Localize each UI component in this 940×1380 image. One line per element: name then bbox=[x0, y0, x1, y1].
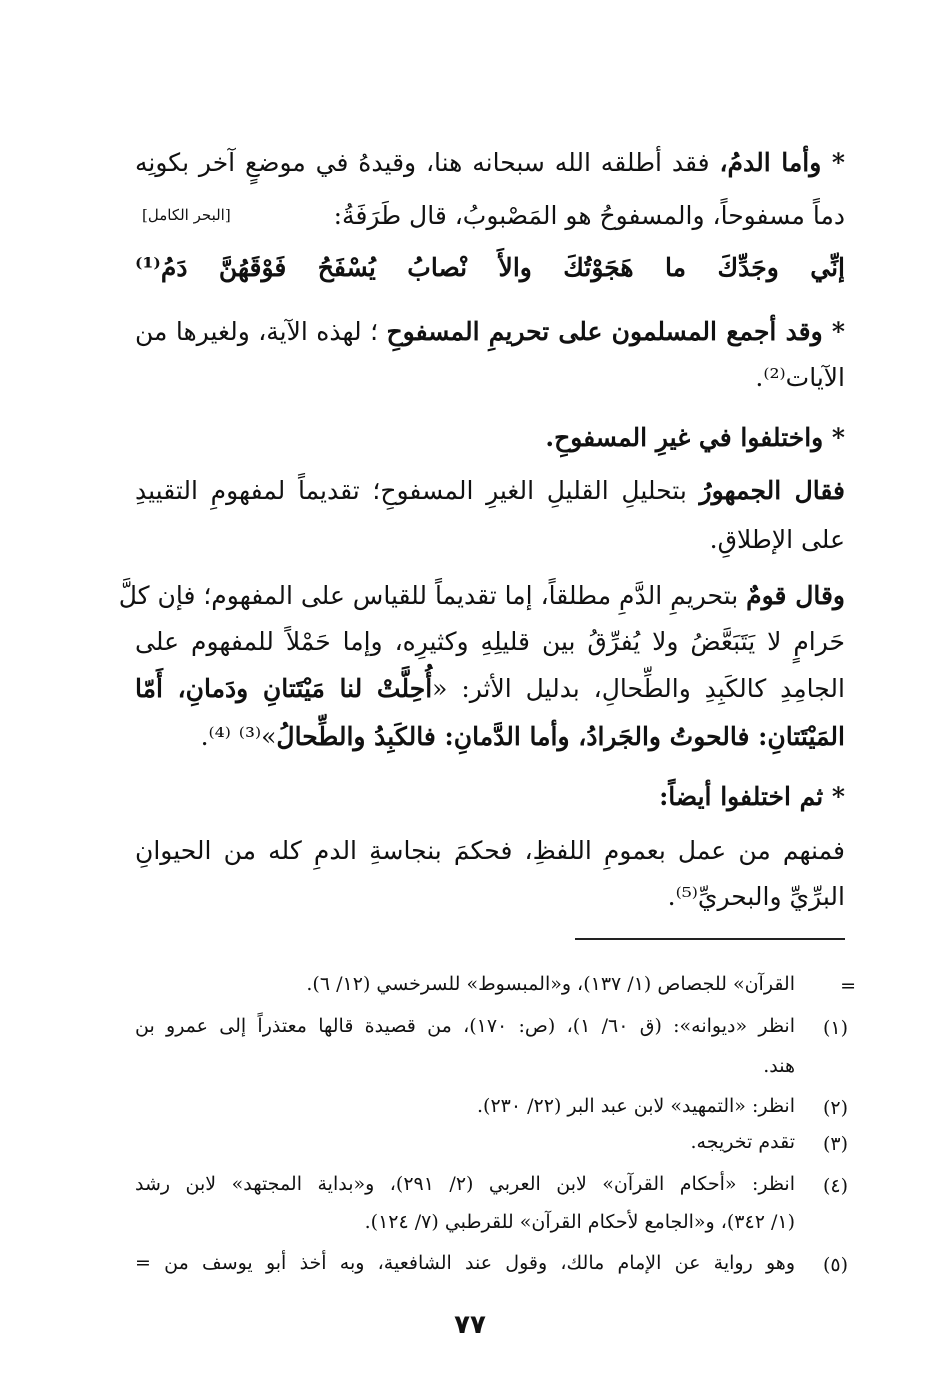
text-line bbox=[135, 317, 845, 346]
poem-verse: إنِّي وجَدِّكَ ما هَجَوْتُكَ والأَ نْصابُ يُسْفَحُ فَوْقَهُنَّ دَمُ⁽¹⁾ bbox=[135, 253, 845, 282]
text-span: بتحريمِ الدَّمِ مطلقاً، إما تقديماً للقياس على المفهوم؛ فإن كلَّ bbox=[118, 581, 739, 610]
footnote-line: (١/ ٣٤٢)، و«الجامع لأحكام القرآن» للقرطبي (٧/ ١٢٤). bbox=[364, 1211, 795, 1233]
footnote-separator bbox=[575, 938, 845, 940]
text-span: ؛ لهذه الآية، ولغيرها من bbox=[135, 317, 379, 346]
meter-label: [البحر الكامل] bbox=[142, 206, 231, 224]
text-span: الجامِدِ كالكَبِدِ والطِّحالِ، بدليل الأثر: « bbox=[432, 674, 845, 703]
footnote-number: (١) bbox=[822, 1017, 848, 1039]
text-line: الآيات⁽²⁾. bbox=[755, 363, 845, 392]
footnote-line: تقدم تخريجه. bbox=[690, 1131, 795, 1153]
text-line bbox=[118, 581, 845, 610]
text-line: فمنهم من عمل بعمومِ اللفظِ، فحكمَ بنجاسةِ الدمِ كله من الحيوانِ bbox=[135, 836, 845, 865]
footnote-line: انظر «ديوانه»: (ق ٦٠/ ١)، (ص: ١٧٠)، من قصيدة قالها معتذراً إلى عمرو بن bbox=[135, 1015, 795, 1037]
page-number: ٧٧ bbox=[454, 1310, 486, 1340]
bold-phrase: * وأما الدمُ، bbox=[719, 148, 846, 177]
text-line: دماً مسفوحاً، والمسفوحُ هو المَصْبوبُ، قال طَرَفَةُ: bbox=[333, 201, 845, 230]
footnote-number: (٥) bbox=[822, 1254, 848, 1276]
footnote-line: انظر: «التمهيد» لابن عبد البر (٢٢/ ٢٣٠). bbox=[476, 1095, 795, 1117]
text-line bbox=[135, 674, 845, 703]
footnote-number: (٣) bbox=[822, 1133, 848, 1155]
section-heading: * واختلفوا في غيرِ المسفوحِ. bbox=[545, 423, 845, 452]
text-span: »⁽³⁾ ⁽⁴⁾. bbox=[200, 722, 277, 751]
text-line: حَرامٍ لا يَتَبَعَّضُ ولا يُفرِّقُ بين قليلِهِ وكثيرِه، وإما حَمْلاً للمفهوم على bbox=[135, 627, 845, 656]
footnote-line: هند. bbox=[763, 1055, 795, 1077]
bold-phrase: فقال الجمهورُ bbox=[699, 476, 845, 505]
footnote-line: القرآن» للجصاص (١/ ١٣٧)، و«المبسوط» للسرخسي (١٢/ ٦). bbox=[306, 973, 795, 995]
footnote-number: (٤) bbox=[822, 1175, 848, 1197]
text-line bbox=[180, 722, 845, 751]
bold-phrase: أُحِلَّتْ لنا مَيْتَتانِ ودَمانِ، أَمّا bbox=[135, 674, 433, 703]
text-line: على الإطلاقِ. bbox=[709, 525, 845, 554]
bold-phrase: * وقد أجمع المسلمون على تحريمِ المسفوحِ bbox=[386, 317, 845, 346]
continuation-marker: = bbox=[840, 975, 856, 997]
text-span: بتحليلِ القليلِ الغيرِ المسفوحِ؛ تقديماً لمفهومِ التقييدِ bbox=[135, 476, 687, 505]
text-line bbox=[135, 148, 845, 177]
footnote-line: انظر: «أحكام القرآن» لابن العربي (٢/ ٢٩١)، و«بداية المجتهد» لابن رشد bbox=[135, 1173, 795, 1195]
text-line: البرِّيِّ والبحريِّ⁽⁵⁾. bbox=[667, 882, 845, 911]
footnote-line: وهو رواية عن الإمام مالك، وقول عند الشافعية، وبه أخذ أبو يوسف من = bbox=[135, 1252, 795, 1274]
section-heading: * ثم اختلفوا أيضاً: bbox=[659, 782, 845, 811]
bold-phrase: المَيْتَتانِ: فالحوتُ والجَرادُ، وأما الدَّمانِ: فالكَبِدُ والطِّحالُ bbox=[276, 722, 845, 751]
bold-phrase: وقال قومٌ bbox=[746, 581, 845, 610]
text-line bbox=[135, 476, 845, 505]
text-span: فقد أطلقه الله سبحانه هنا، وقيدهُ في موضعٍ آخر بكونِه bbox=[135, 148, 710, 177]
footnote-number: (٢) bbox=[822, 1097, 848, 1119]
